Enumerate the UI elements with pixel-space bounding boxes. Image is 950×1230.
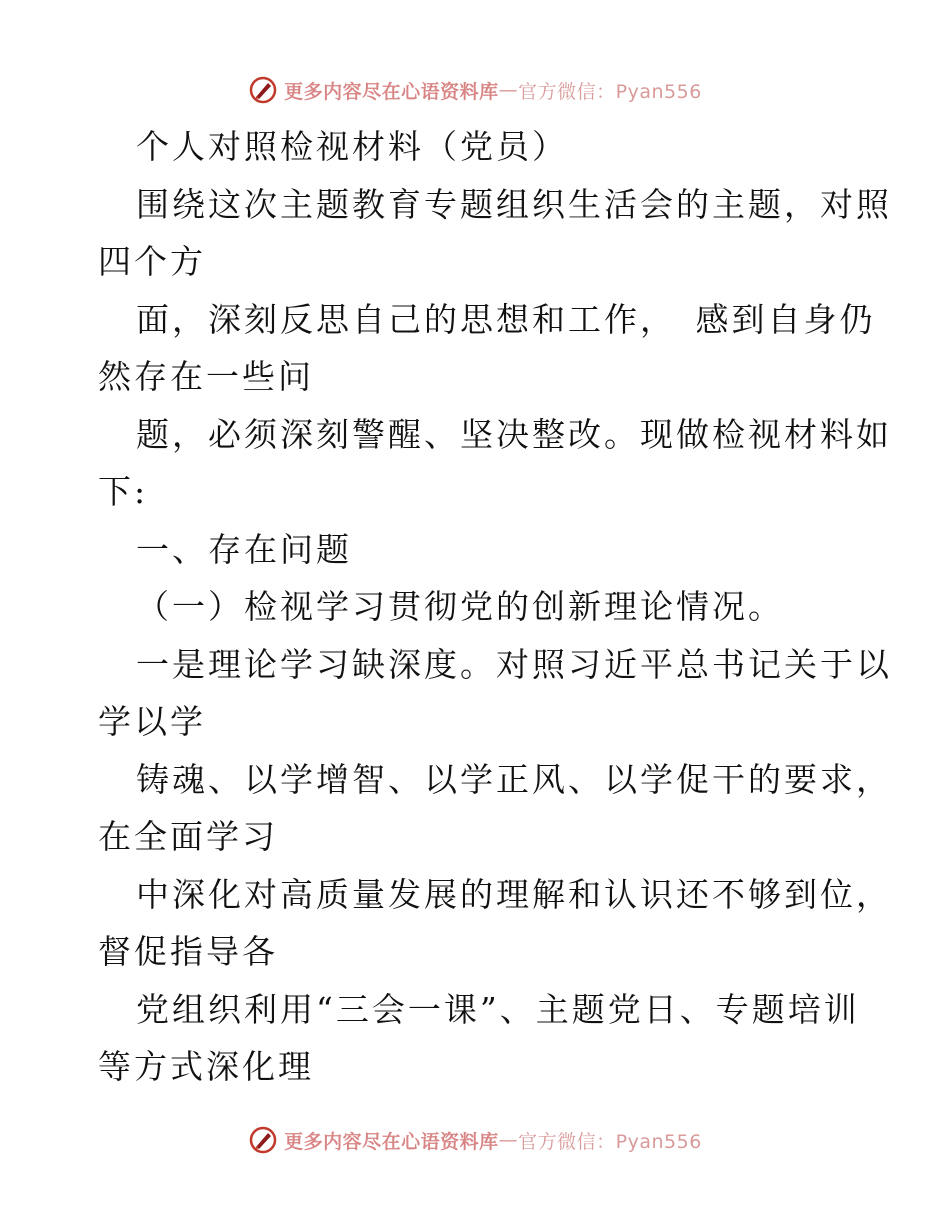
paragraph-line: 中深化对高质量发展的理解和认识还不够到位， bbox=[136, 874, 892, 914]
paragraph-line: 然存在一些问 bbox=[98, 357, 314, 396]
section-heading: 一、存在问题 bbox=[136, 529, 352, 569]
subsection-heading: （一）检视学习贯彻党的创新理论情况。 bbox=[136, 587, 784, 626]
watermark-contact: 官方微信：Pyan556 bbox=[518, 80, 702, 103]
paragraph-line: 下: bbox=[98, 472, 149, 511]
pen-in-circle-icon bbox=[248, 1125, 278, 1155]
watermark-contact: 官方微信：Pyan556 bbox=[518, 1130, 702, 1153]
header-watermark bbox=[0, 70, 950, 110]
paragraph-line: 四个方 bbox=[98, 242, 206, 281]
paragraph-line: 督促指导各 bbox=[98, 932, 278, 971]
paragraph-line: 等方式深化理 bbox=[98, 1047, 314, 1086]
paragraph-line: 题，必须深刻警醒、坚决整改。现做检视材料如 bbox=[136, 414, 892, 454]
paragraph-line: 面，深刻反思自己的思想和工作， 感到自身仍 bbox=[136, 299, 876, 339]
document-title: 个人对照检视材料（党员） bbox=[136, 127, 568, 166]
watermark-dash: — bbox=[498, 1129, 519, 1151]
watermark-brand: 更多内容尽在心语资料库 bbox=[284, 1130, 499, 1153]
footer-watermark bbox=[0, 1120, 950, 1160]
paragraph-line: 铸魂、以学增智、以学正风、以学促干的要求， bbox=[136, 759, 892, 799]
paragraph-line: 在全面学习 bbox=[98, 817, 278, 856]
paragraph-line: 党组织利用“三会一课”、主题党日、专题培训 bbox=[136, 989, 860, 1029]
paragraph-line: 学以学 bbox=[98, 702, 206, 741]
pen-in-circle-icon bbox=[248, 75, 278, 105]
document-body bbox=[98, 118, 892, 1096]
watermark-dash: — bbox=[498, 79, 519, 101]
watermark-brand: 更多内容尽在心语资料库 bbox=[284, 80, 499, 103]
paragraph-line: 围绕这次主题教育专题组织生活会的主题，对照 bbox=[136, 184, 892, 224]
paragraph-line: 一是理论学习缺深度。对照习近平总书记关于以 bbox=[136, 644, 892, 684]
